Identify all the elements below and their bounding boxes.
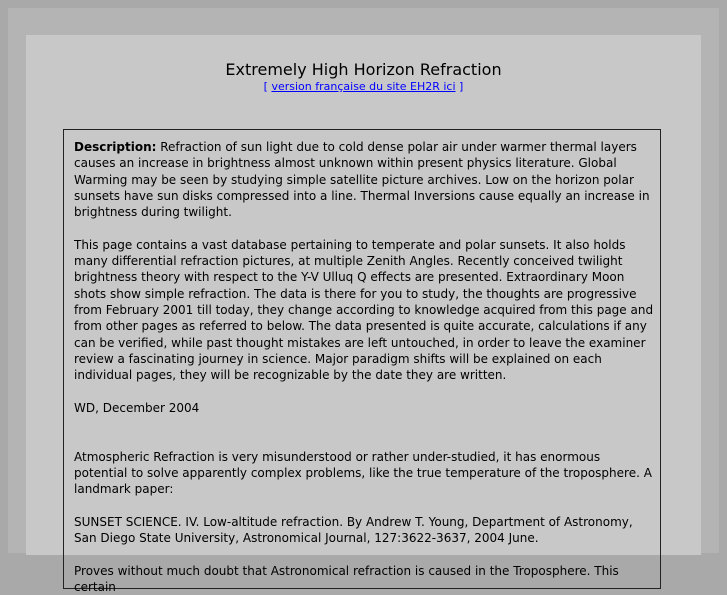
description-box <box>63 129 661 595</box>
description-label: Description: <box>74 140 157 154</box>
refraction-paragraph: Atmospheric Refraction is very misunderstood or rather under-studied, it has enormous potential to solve apparently complex problems, like the true temperature of the troposphere. A landmark paper: <box>74 449 652 497</box>
language-link-open-bracket: [ <box>263 80 272 93</box>
signature: WD, December 2004 <box>74 400 200 415</box>
reference-paragraph: SUNSET SCIENCE. IV. Low-altitude refraction. By Andrew T. Young, Department of Astronomy, San Diego State University, Astronomical Journal, 127:3622-3637, 2004 June. <box>74 514 633 546</box>
page-panel <box>26 35 701 595</box>
language-link-close-bracket: ] <box>455 80 464 93</box>
proof-paragraph: Proves without much doubt that Astronomical refraction is caused in the Troposphere. This certain <box>74 563 619 595</box>
description-paragraph <box>74 139 654 220</box>
description-text: Refraction of sun light due to cold dense polar air under warmer thermal layers causes an increase in brightness almost unknown within present physics literature. Global Warming may be seen by studying simple satellite picture archives. Low on the horizon polar sunsets have sun disks compressed into a line. Thermal Inversions cause equally an increase in brightness during twilight. <box>74 140 650 220</box>
french-version-link[interactable]: version française du site EH2R ici <box>271 80 456 93</box>
database-paragraph: This page contains a vast database pertaining to temperate and polar sunsets. It also holds many differential refraction pictures, at multiple Zenith Angles. Recently conceived twilight brightness theory with respect to the Y-V Ulluq Q effects are presented. Extraordinary Moon shots show simple refraction. The data is there for you to study, the thoughts are progressive from February 2001 till today, they change according to knowledge acquired from this page and from other pages as referred to below. The data presented is quite accurate, calculations if any can be verified, while past thought mistakes are left untouched, in order to leave the examiner review a fascinating journey in science. Major paradigm shifts will be explained on each individual pages, they will be recognizable by the date they are written. <box>74 237 654 383</box>
language-link-line <box>26 80 701 93</box>
description-content <box>74 139 654 595</box>
page-title: Extremely High Horizon Refraction <box>225 60 502 79</box>
